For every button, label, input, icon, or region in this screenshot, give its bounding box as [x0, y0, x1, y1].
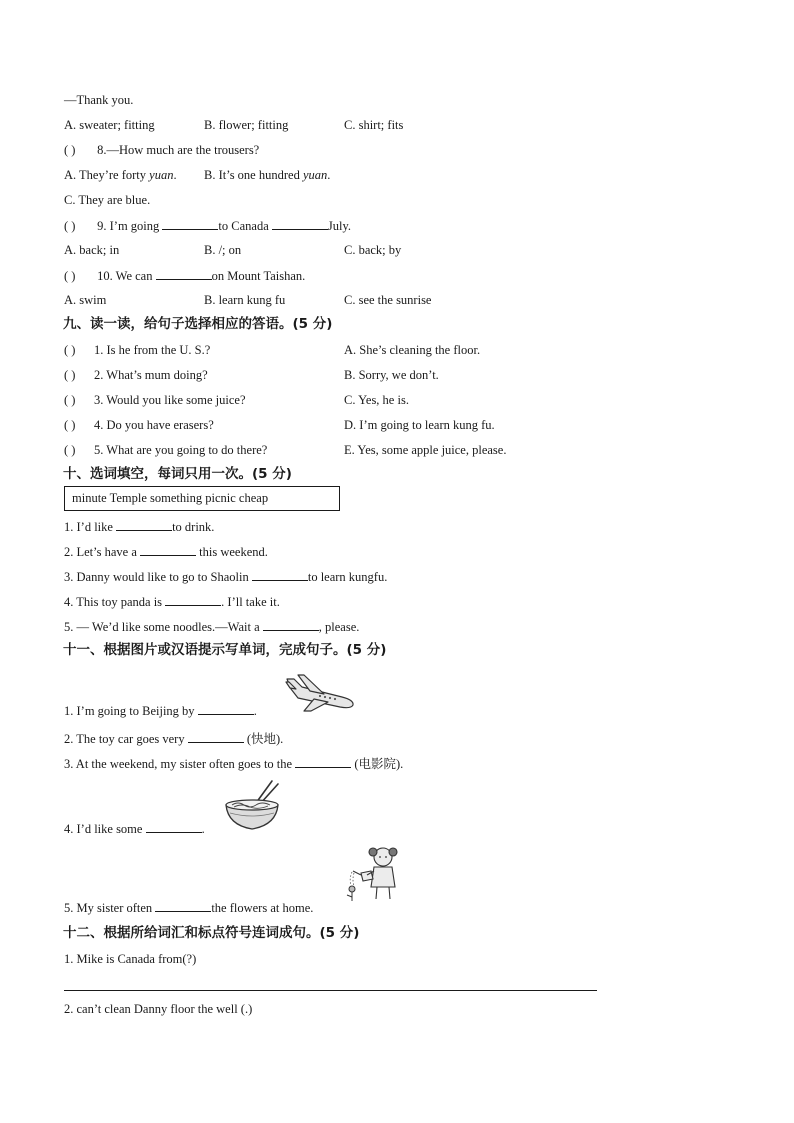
q9-option-b[interactable]: B. /; on — [204, 243, 242, 257]
airplane-picture — [284, 671, 356, 713]
question-9 — [64, 217, 351, 234]
question-text: July. — [327, 219, 352, 233]
item-text: 1. I’m going to Beijing by — [64, 704, 198, 718]
q10-option-b[interactable]: B. learn kung fu — [204, 293, 286, 307]
q7-option-b[interactable]: B. flower; fitting — [204, 118, 289, 132]
matching-question — [64, 367, 208, 383]
answer-paren[interactable]: ( ) — [64, 393, 76, 407]
fill-blank[interactable] — [155, 899, 211, 912]
matching-answer: C. Yes, he is. — [344, 393, 409, 407]
question-text: 3. Would you like some juice? — [94, 393, 246, 407]
fill-in-item — [64, 618, 359, 635]
fill-blank[interactable] — [140, 543, 196, 556]
sentence-item: 1. Mike is Canada from(?) — [64, 952, 197, 966]
picture-item — [64, 820, 205, 837]
section-9-heading: 九、读一读，给句子选择相应的答语。(5 分) — [63, 316, 333, 332]
answer-paren[interactable]: ( ) — [64, 368, 76, 382]
q10-option-c[interactable]: C. see the sunrise — [344, 293, 432, 307]
item-text: 5. — We’d like some noodles.—Wait a — [64, 620, 263, 634]
word-bank-box: minute Temple something picnic cheap — [64, 486, 340, 511]
matching-answer: A. She’s cleaning the floor. — [344, 343, 481, 357]
fill-in-item — [64, 593, 280, 610]
question-text: 8.—How much are the trousers? — [97, 143, 260, 157]
section-12-heading: 十二、根据所给词汇和标点符号连词成句。(5 分) — [63, 925, 360, 941]
matching-question — [64, 417, 214, 433]
item-text: . — [253, 704, 257, 718]
item-text: . — [201, 822, 205, 836]
item-text: 3. Danny would like to go to Shaolin — [64, 570, 252, 584]
picture-item — [64, 730, 283, 747]
fill-blank[interactable] — [165, 593, 221, 606]
item-text: 4. This toy panda is — [64, 595, 166, 609]
fill-blank[interactable] — [162, 217, 218, 230]
fill-in-item — [64, 543, 268, 560]
q9-option-c[interactable]: C. back; by — [344, 243, 402, 257]
q7-option-c[interactable]: C. shirt; fits — [344, 118, 404, 132]
answer-paren[interactable]: ( ) — [64, 219, 76, 233]
matching-question — [64, 342, 210, 358]
q7-option-a[interactable]: A. sweater; fitting — [64, 118, 155, 132]
question-text: 9. I’m going — [97, 219, 163, 233]
picture-item — [64, 702, 257, 719]
q8-option-c[interactable]: C. They are blue. — [64, 193, 151, 207]
item-text: to learn kungfu. — [307, 570, 388, 584]
item-text: 5. My sister often — [64, 901, 156, 915]
fill-blank[interactable] — [198, 702, 254, 715]
q8-option-b[interactable]: B. It’s one hundred yuan. — [204, 168, 331, 182]
fill-blank[interactable] — [156, 267, 212, 280]
sentence-item: 2. can’t clean Danny floor the well (.) — [64, 1002, 253, 1016]
question-text: 2. What’s mum doing? — [94, 368, 208, 382]
item-text: 2. Let’s have a — [64, 545, 141, 559]
thank-you-line: —Thank you. — [64, 93, 134, 107]
girl-watering-flowers-picture — [343, 845, 409, 903]
item-text: , please. — [318, 620, 360, 634]
fill-in-item — [64, 518, 214, 535]
item-text: 4. I’d like some — [64, 822, 146, 836]
answer-paren[interactable]: ( ) — [64, 269, 76, 283]
question-10 — [64, 267, 305, 284]
matching-question — [64, 392, 246, 408]
section-10-heading: 十、选词填空，每词只用一次。(5 分) — [63, 466, 292, 482]
q8-option-a[interactable]: A. They’re forty yuan. — [64, 168, 177, 182]
question-text: 4. Do you have erasers? — [94, 418, 214, 432]
answer-paren[interactable]: ( ) — [64, 418, 76, 432]
item-text: this weekend. — [196, 545, 268, 559]
answer-paren[interactable]: ( ) — [64, 343, 76, 357]
item-text: (电影院). — [351, 757, 404, 771]
item-text: (快地). — [243, 732, 284, 746]
fill-blank[interactable] — [252, 568, 308, 581]
item-text: 3. At the weekend, my sister often goes to the — [64, 757, 296, 771]
question-text: 1. Is he from the U. S.? — [94, 343, 211, 357]
matching-answer: E. Yes, some apple juice, please. — [344, 443, 507, 457]
noodle-bowl-picture — [222, 779, 282, 833]
answer-paren[interactable]: ( ) — [64, 443, 76, 457]
item-text: . I’ll take it. — [221, 595, 280, 609]
q10-option-a[interactable]: A. swim — [64, 293, 107, 307]
answer-paren[interactable]: ( ) — [64, 143, 76, 157]
q9-option-a[interactable]: A. back; in — [64, 243, 120, 257]
item-text: to drink. — [172, 520, 215, 534]
question-text: to Canada — [218, 219, 272, 233]
matching-answer: B. Sorry, we don’t. — [344, 368, 439, 382]
matching-answer: D. I’m going to learn kung fu. — [344, 418, 495, 432]
item-text: 2. The toy car goes very — [64, 732, 188, 746]
question-8 — [64, 142, 259, 158]
fill-in-item — [64, 568, 387, 585]
fill-blank[interactable] — [263, 618, 319, 631]
fill-blank[interactable] — [188, 730, 244, 743]
question-text: 5. What are you going to do there? — [94, 443, 268, 457]
fill-blank[interactable] — [146, 820, 202, 833]
fill-blank[interactable] — [295, 755, 351, 768]
picture-item — [64, 755, 403, 772]
question-text: on Mount Taishan. — [211, 269, 306, 283]
answer-line[interactable] — [64, 990, 597, 991]
picture-item — [64, 899, 313, 916]
section-11-heading: 十一、根据图片或汉语提示写单词，完成句子。(5 分) — [63, 642, 387, 658]
matching-question — [64, 442, 267, 458]
item-text: 1. I’d like — [64, 520, 117, 534]
fill-blank[interactable] — [116, 518, 172, 531]
question-text: 10. We can — [97, 269, 156, 283]
fill-blank[interactable] — [272, 217, 328, 230]
item-text: the flowers at home. — [211, 901, 314, 915]
